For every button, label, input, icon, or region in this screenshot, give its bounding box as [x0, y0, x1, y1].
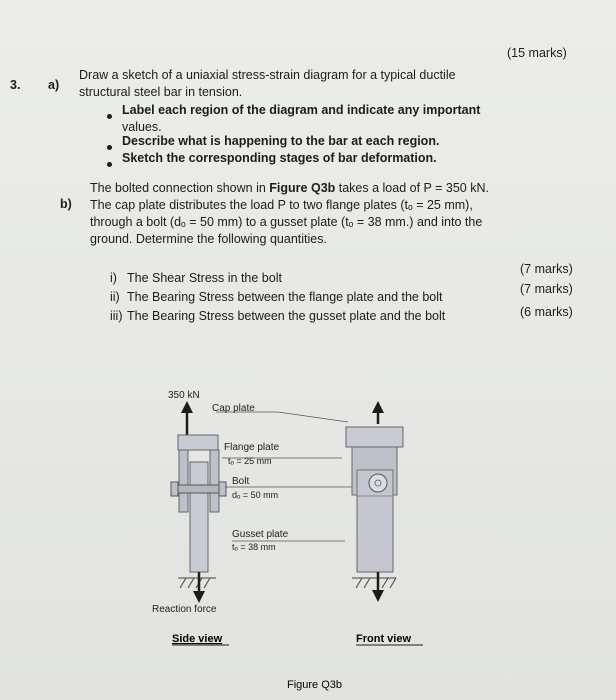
part-b-line-4: ground. Determine the following quantities.: [90, 232, 327, 246]
part-b-line-2: The cap plate distributes the load P to two flange plates (tₒ = 25 mm),: [90, 198, 473, 212]
ground-hatch-icon: [352, 578, 396, 588]
bullet-3: Sketch the corresponding stages of bar deformation.: [122, 151, 437, 165]
bolt-label: Bolt: [232, 476, 250, 487]
flange-plate-label: Flange plate: [224, 442, 280, 453]
item-iii-marks: (6 marks): [520, 305, 573, 319]
part-b-line-1-start: The bolted connection shown in: [90, 181, 270, 195]
bullet-2: Describe what is happening to the bar at each region.: [122, 134, 440, 148]
item-iii-text: The Bearing Stress between the gusset plate and the bolt: [127, 309, 446, 323]
item-ii-text: The Bearing Stress between the flange plate and the bolt: [127, 290, 443, 304]
part-b-line-3: through a bolt (dₒ = 50 mm) to a gusset plate (tₒ = 38 mm.) and into the: [90, 215, 483, 229]
bolt-head-left: [171, 482, 178, 496]
reaction-force-label: Reaction force: [152, 604, 217, 615]
bullet-1-line-2: values.: [122, 120, 162, 134]
bolt-dim-label: dₒ = 50 mm: [232, 490, 279, 500]
item-i-marks: (7 marks): [520, 262, 573, 276]
item-i-label: i): [110, 271, 117, 285]
ground-hatch-icon: [178, 578, 216, 588]
figure-caption: Figure Q3b: [287, 679, 343, 691]
part-b-label: b): [60, 197, 72, 211]
part-b-line-1-end: takes a load of P = 350 kN.: [335, 181, 489, 195]
gusset-plate-side: [190, 462, 208, 572]
question-number: 3.: [10, 78, 21, 92]
reaction-arrow-icon: [193, 572, 205, 603]
load-arrow-icon: [181, 401, 193, 437]
cap-plate-front: [346, 427, 403, 447]
bolt-head-right: [219, 482, 226, 496]
flange-plate-right: [210, 450, 219, 512]
side-view-label: Side view: [172, 633, 223, 645]
part-a-line-1: Draw a sketch of a uniaxial stress-strain diagram for a typical ductile: [79, 68, 456, 82]
item-ii-label: ii): [110, 290, 120, 304]
figure-reference: Figure Q3b: [269, 181, 336, 195]
item-iii-label: iii): [110, 309, 123, 323]
load-arrow-icon: [372, 401, 384, 424]
gusset-plate-label: Gusset plate: [232, 529, 289, 540]
front-view-label: Front view: [356, 633, 412, 645]
cap-plate-side: [178, 435, 218, 450]
gusset-dim-label: tₒ = 38 mm: [232, 542, 276, 552]
cap-plate-label: Cap plate: [212, 403, 255, 414]
load-label: 350 kN: [168, 390, 200, 401]
item-i-text: The Shear Stress in the bolt: [127, 271, 282, 285]
flange-dim-label: tₒ = 25 mm: [228, 456, 272, 466]
part-a-label: a): [48, 78, 60, 92]
part-a-line-2: structural steel bar in tension.: [79, 85, 243, 99]
bolt-shank: [178, 485, 220, 493]
part-a-marks: (15 marks): [507, 46, 567, 60]
flange-plate-left: [179, 450, 188, 512]
item-ii-marks: (7 marks): [520, 282, 573, 296]
bolt-head-icon: [369, 474, 387, 492]
bullet-1-line-1: Label each region of the diagram and indicate any important: [122, 103, 481, 117]
